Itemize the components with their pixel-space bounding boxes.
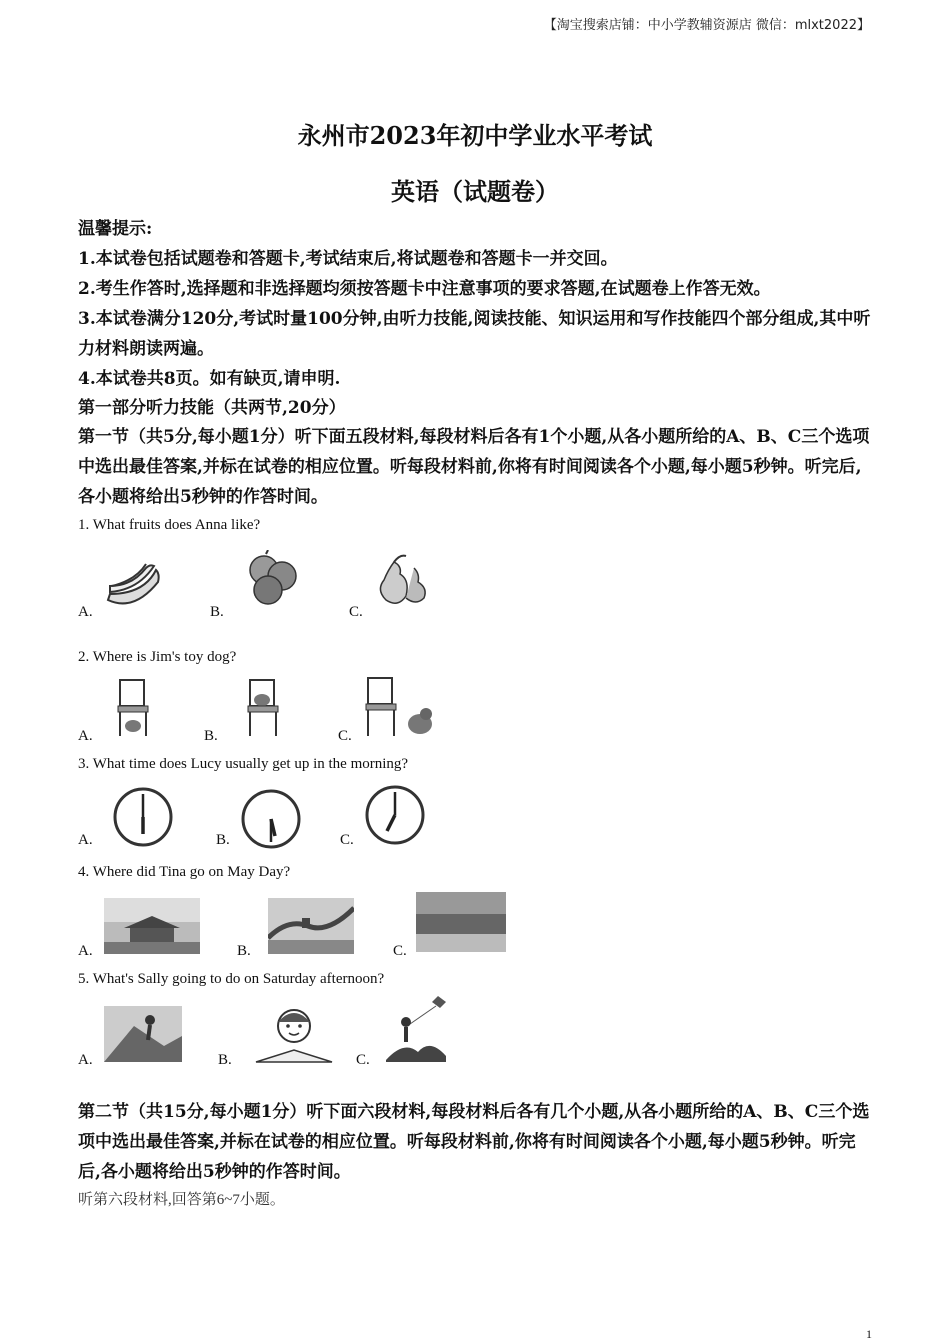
option-c: C. [349, 604, 363, 620]
header-note: 【淘宝搜索店铺：中小学教辅资源店 微信：mlxt2022】 [543, 18, 870, 33]
question-1: 1. What fruits does Anna like? [78, 517, 261, 533]
option-b: B. [218, 1052, 232, 1068]
section1-intro: 第一节（共5分,每小题1分）听下面五段材料,每段材料后各有1个小题,从各小题所给的A、B、C三个选项中选出最佳答案,并标在试卷的相应位置。听每段材料前,你将有时间阅读各个小题,每小题5秒钟。听完后,各小题将给出5秒钟的作答时间。 [78, 427, 870, 507]
material6-intro: 听第六段材料,回答第6~7小题。 [78, 1192, 285, 1208]
page-title: 永州市2023年初中学业水平考试 [297, 121, 653, 150]
option-c: C. [393, 943, 407, 959]
option-b: B. [210, 604, 224, 620]
question-3: 3. What time does Lucy usually get up in the morning? [78, 756, 409, 772]
option-c: C. [356, 1052, 370, 1068]
reading-image [252, 1004, 336, 1064]
section2-intro: 第二节（共15分,每小题1分）听下面六段材料,每段材料后各有几个小题,从各小题所给的A、B、C三个选项中选出最佳答案,并标在试卷的相应位置。听每段材料前,你将有时间阅读各个小题,每小题5秒钟。听完后,各小题将给出5秒钟的作答时间。 [78, 1102, 870, 1182]
option-b: B. [237, 943, 251, 959]
option-b: B. [204, 728, 218, 744]
pears-image [376, 552, 432, 608]
dog-on-chair-image [242, 676, 286, 738]
flying-kite-image [384, 994, 448, 1062]
clock-six-image [112, 786, 174, 848]
climbing-image [104, 1006, 182, 1062]
option-b: B. [216, 832, 230, 848]
option-a: A. [78, 832, 93, 848]
great-wall-image [268, 898, 354, 954]
west-lake-image [416, 892, 506, 952]
tip-4: 4.本试卷共8页。如有缺页,请申明. [78, 369, 341, 389]
option-c: C. [338, 728, 352, 744]
tips-heading: 温馨提示: [78, 219, 153, 239]
page-subtitle: 英语（试题卷） [391, 177, 559, 206]
question-5: 5. What's Sally going to do on Saturday afternoon? [78, 971, 385, 987]
apples-image [244, 550, 300, 606]
dog-beside-chair-image [362, 674, 438, 738]
tiananmen-image [104, 898, 200, 954]
part1-heading: 第一部分听力技能（共两节,20分） [78, 398, 346, 418]
option-a: A. [78, 728, 93, 744]
option-a: A. [78, 1052, 93, 1068]
question-4: 4. Where did Tina go on May Day? [78, 864, 291, 880]
page-number: 1 [866, 1327, 872, 1341]
option-a: A. [78, 604, 93, 620]
clock-seven-image [364, 784, 426, 846]
clock-six-thirty-image [240, 788, 302, 850]
tip-2: 2.考生作答时,选择题和非选择题均须按答题卡中注意事项的要求答题,在试题卷上作答无效。 [78, 279, 771, 299]
option-a: A. [78, 943, 93, 959]
question-2: 2. Where is Jim's toy dog? [78, 649, 237, 665]
bananas-image [104, 560, 164, 612]
option-c: C. [340, 832, 354, 848]
tip-1: 1.本试卷包括试题卷和答题卡,考试结束后,将试题卷和答题卡一并交回。 [78, 249, 618, 269]
dog-under-chair-image [112, 676, 156, 738]
tip-3: 3.本试卷满分120分,考试时量100分钟,由听力技能,阅读技能、知识运用和写作技能四个部分组成,其中听力材料朗读两遍。 [78, 309, 871, 359]
